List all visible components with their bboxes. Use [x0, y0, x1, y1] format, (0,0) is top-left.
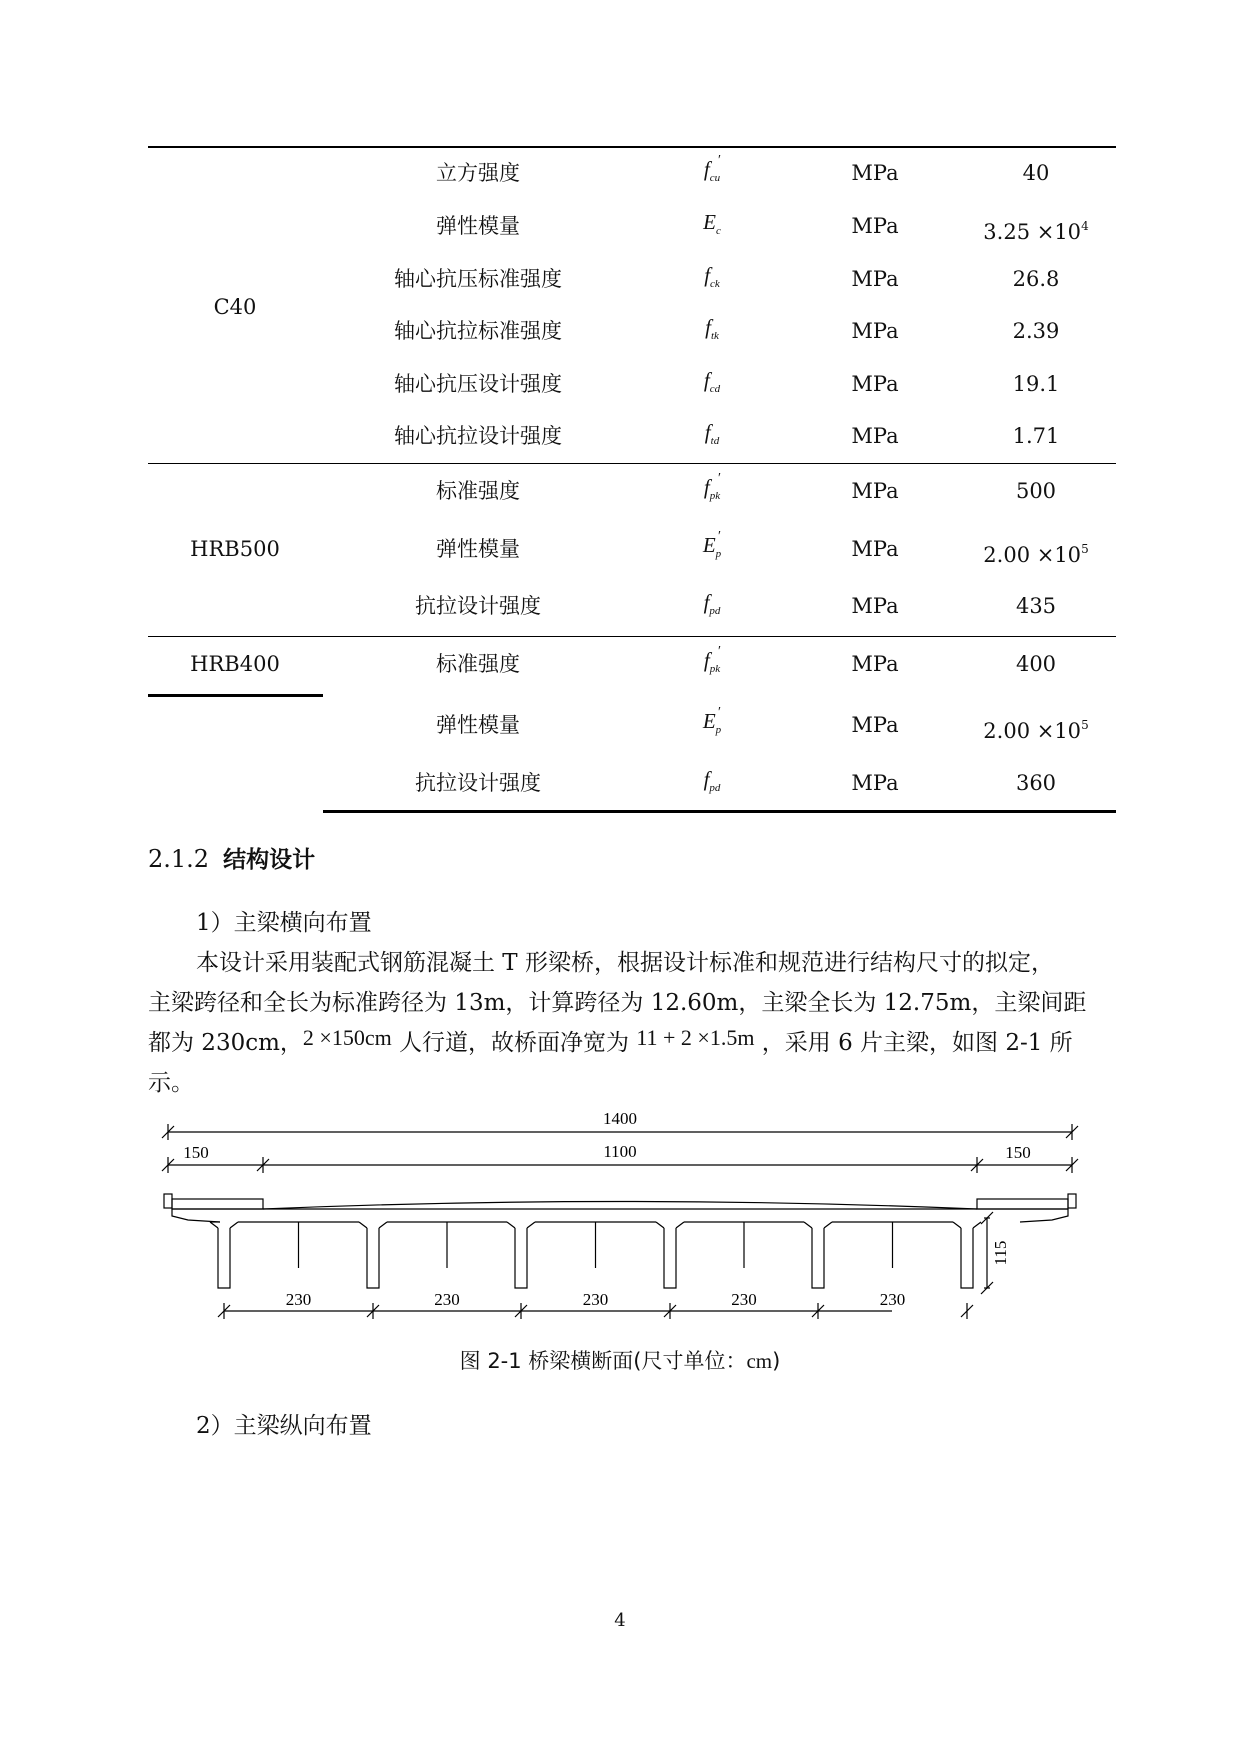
property-value — [956, 266, 1116, 292]
symbol-subscript: pd — [709, 605, 721, 617]
symbol-letter: E — [703, 210, 716, 234]
caption-unit: cm — [746, 1349, 773, 1373]
symbol-letter: f — [704, 420, 711, 444]
property-name: 弹性模量 — [436, 713, 520, 737]
dim-label-height: 115 — [991, 1240, 1010, 1266]
symbol-letter: E — [702, 533, 716, 557]
value-number: 40 — [1022, 161, 1050, 185]
left-railing — [164, 1194, 172, 1208]
property-symbol — [682, 209, 742, 244]
caption-suffix: ) — [772, 1349, 781, 1373]
property-value — [956, 593, 1116, 619]
value-number: 3.25 ×10 — [983, 220, 1082, 244]
property-unit: MPa — [851, 713, 899, 737]
property-symbol: $f_{cu}$ ′ — [703, 153, 722, 184]
value-exponent: 5 — [1081, 542, 1089, 556]
property-name: 弹性模量 — [436, 214, 520, 238]
property-symbol: $E_p$ ′ — [702, 529, 722, 560]
symbol-subscript: pk — [709, 490, 721, 502]
property-name: 轴心抗压标准强度 — [394, 267, 562, 291]
property-symbol: $E_p$ ′ — [702, 705, 722, 736]
section-number: 2.1.2 — [148, 845, 210, 873]
table-rule — [148, 463, 1116, 464]
property-symbol — [682, 262, 742, 297]
property-name: 立方强度 — [436, 161, 520, 185]
property-value — [956, 423, 1116, 449]
symbol-letter: f — [703, 368, 710, 392]
value-number: 26.8 — [1012, 267, 1060, 291]
value-number: 500 — [1015, 479, 1057, 503]
property-unit: MPa — [851, 372, 899, 396]
paragraph-line-1: 本设计采用装配式钢筋混凝土 T 形梁桥，根据设计标准和规范进行结构尺寸的拟定， — [196, 950, 1054, 976]
main-beam-web — [961, 1228, 973, 1288]
table-rule — [148, 146, 1116, 148]
item-1-heading: 1）主梁横向布置 — [196, 910, 372, 936]
symbol-subscript: c — [715, 225, 721, 237]
property-name: 标准强度 — [436, 652, 520, 676]
property-name: 轴心抗压设计强度 — [394, 372, 562, 396]
symbol-subscript: cd — [709, 383, 721, 395]
value-number: 2.39 — [1012, 319, 1060, 343]
property-symbol — [682, 367, 742, 402]
symbol-subscript: ck — [710, 278, 720, 290]
property-value — [956, 651, 1116, 677]
symbol-subscript: pd — [709, 782, 721, 794]
paragraph-line-4: 示。 — [148, 1070, 194, 1096]
property-name: 轴心抗拉设计强度 — [394, 424, 562, 448]
left-cantilever — [172, 1209, 220, 1222]
value-number: 19.1 — [1012, 372, 1060, 396]
property-unit: MPa — [851, 479, 899, 503]
value-exponent: 5 — [1081, 718, 1089, 732]
property-symbol — [682, 419, 742, 454]
right-railing — [1068, 1194, 1076, 1208]
value-number: 2.00 ×10 — [983, 543, 1082, 567]
paragraph-line-3-b: 人行道，故桥面净宽为 — [391, 1030, 637, 1056]
property-value — [956, 318, 1116, 344]
section-title: 结构设计 — [223, 847, 316, 873]
symbol-subscript: p — [715, 724, 722, 736]
symbol-letter: f — [703, 157, 710, 181]
property-symbol: $f_{pk}$ ′ — [703, 644, 722, 675]
dim-label-total: 1400 — [603, 1109, 637, 1128]
property-unit: MPa — [851, 214, 899, 238]
dim-label-spacing: 230 — [731, 1290, 757, 1309]
symbol-letter: f — [703, 648, 710, 672]
table-rule — [323, 810, 1116, 813]
dim-label-spacing: 230 — [434, 1290, 460, 1309]
main-beam-web — [812, 1228, 824, 1288]
symbol-subscript: tk — [710, 330, 719, 342]
property-unit: MPa — [851, 319, 899, 343]
value-number: 1.71 — [1012, 424, 1060, 448]
main-beam-web — [218, 1228, 230, 1288]
symbol-subscript: cu — [709, 172, 721, 184]
main-beam-web — [664, 1228, 676, 1288]
deck-width-formula: 11 + 2 ×1.5m — [636, 1025, 755, 1050]
property-symbol — [682, 314, 742, 349]
symbol-subscript: p — [715, 548, 722, 560]
material-name: C40 — [213, 295, 257, 319]
table-rule — [148, 694, 323, 697]
paragraph-line-3-c: ，采用 6 片主梁，如图 2-1 所 — [754, 1030, 1073, 1056]
deck-surface — [263, 1202, 977, 1210]
paragraph-line-3 — [148, 1022, 1073, 1064]
property-unit: MPa — [851, 594, 899, 618]
symbol-letter: f — [703, 590, 710, 614]
value-number: 435 — [1015, 594, 1057, 618]
dim-label-spacing: 230 — [285, 1290, 312, 1309]
dim-label-right: 150 — [1005, 1143, 1031, 1162]
paragraph-line-3-a: 都为 230cm， — [148, 1030, 303, 1056]
item-2-heading: 2）主梁纵向布置 — [196, 1413, 372, 1439]
property-value — [956, 371, 1116, 397]
figure-caption — [0, 1345, 1240, 1375]
dim-label-middle: 1100 — [603, 1142, 637, 1161]
property-symbol: $f_{pk}$ ′ — [703, 471, 722, 502]
value-exponent: 4 — [1081, 219, 1089, 233]
property-name: 弹性模量 — [436, 537, 520, 561]
right-sidewalk — [977, 1199, 1068, 1209]
property-value — [956, 160, 1116, 186]
property-symbol — [682, 589, 742, 624]
main-beam-web — [515, 1228, 527, 1288]
property-unit: MPa — [851, 161, 899, 185]
property-value — [956, 770, 1116, 796]
main-beams — [210, 1222, 981, 1288]
caption-prefix: 图 2-1 桥梁横断面(尺寸单位： — [459, 1349, 747, 1373]
property-unit: MPa — [851, 537, 899, 561]
dim-label-spacing: 230 — [582, 1290, 609, 1309]
dim-label-spacing: 230 — [879, 1290, 906, 1309]
property-name: 轴心抗拉标准强度 — [394, 319, 562, 343]
symbol-letter: f — [703, 475, 710, 499]
property-value — [956, 478, 1116, 504]
paragraph-line-2: 主梁跨径和全长为标准跨径为 13m，计算跨径为 12.60m，主梁全长为 12.75m，主梁间距 — [148, 990, 1087, 1016]
table-rule — [148, 636, 1116, 637]
property-value — [956, 712, 1116, 744]
sidewalk-formula: 2 ×150cm — [302, 1025, 392, 1050]
symbol-letter: f — [704, 263, 711, 287]
property-name: 标准强度 — [436, 479, 520, 503]
property-name: 抗拉设计强度 — [415, 594, 541, 618]
symbol-letter: f — [705, 315, 711, 339]
property-value — [956, 213, 1116, 245]
property-symbol — [682, 766, 742, 801]
value-number: 360 — [1015, 771, 1057, 795]
property-unit: MPa — [851, 267, 899, 291]
section-heading — [148, 844, 315, 875]
value-number: 2.00 ×10 — [983, 719, 1082, 743]
symbol-letter: f — [703, 767, 710, 791]
main-beam-web — [367, 1228, 379, 1288]
right-cantilever — [1020, 1209, 1068, 1222]
left-sidewalk — [172, 1199, 263, 1209]
page-number: 4 — [614, 1610, 626, 1631]
property-name: 抗拉设计强度 — [415, 771, 541, 795]
material-name: HRB400 — [190, 652, 280, 676]
property-unit: MPa — [851, 771, 899, 795]
bridge-cross-section-figure — [148, 1098, 1108, 1323]
property-unit: MPa — [851, 652, 899, 676]
material-name: HRB500 — [190, 537, 280, 561]
symbol-letter: E — [702, 709, 716, 733]
property-unit: MPa — [851, 424, 899, 448]
property-value — [956, 536, 1116, 568]
dim-label-left: 150 — [183, 1143, 209, 1162]
symbol-subscript: td — [710, 435, 720, 447]
value-number: 400 — [1015, 652, 1057, 676]
symbol-subscript: pk — [709, 663, 721, 675]
